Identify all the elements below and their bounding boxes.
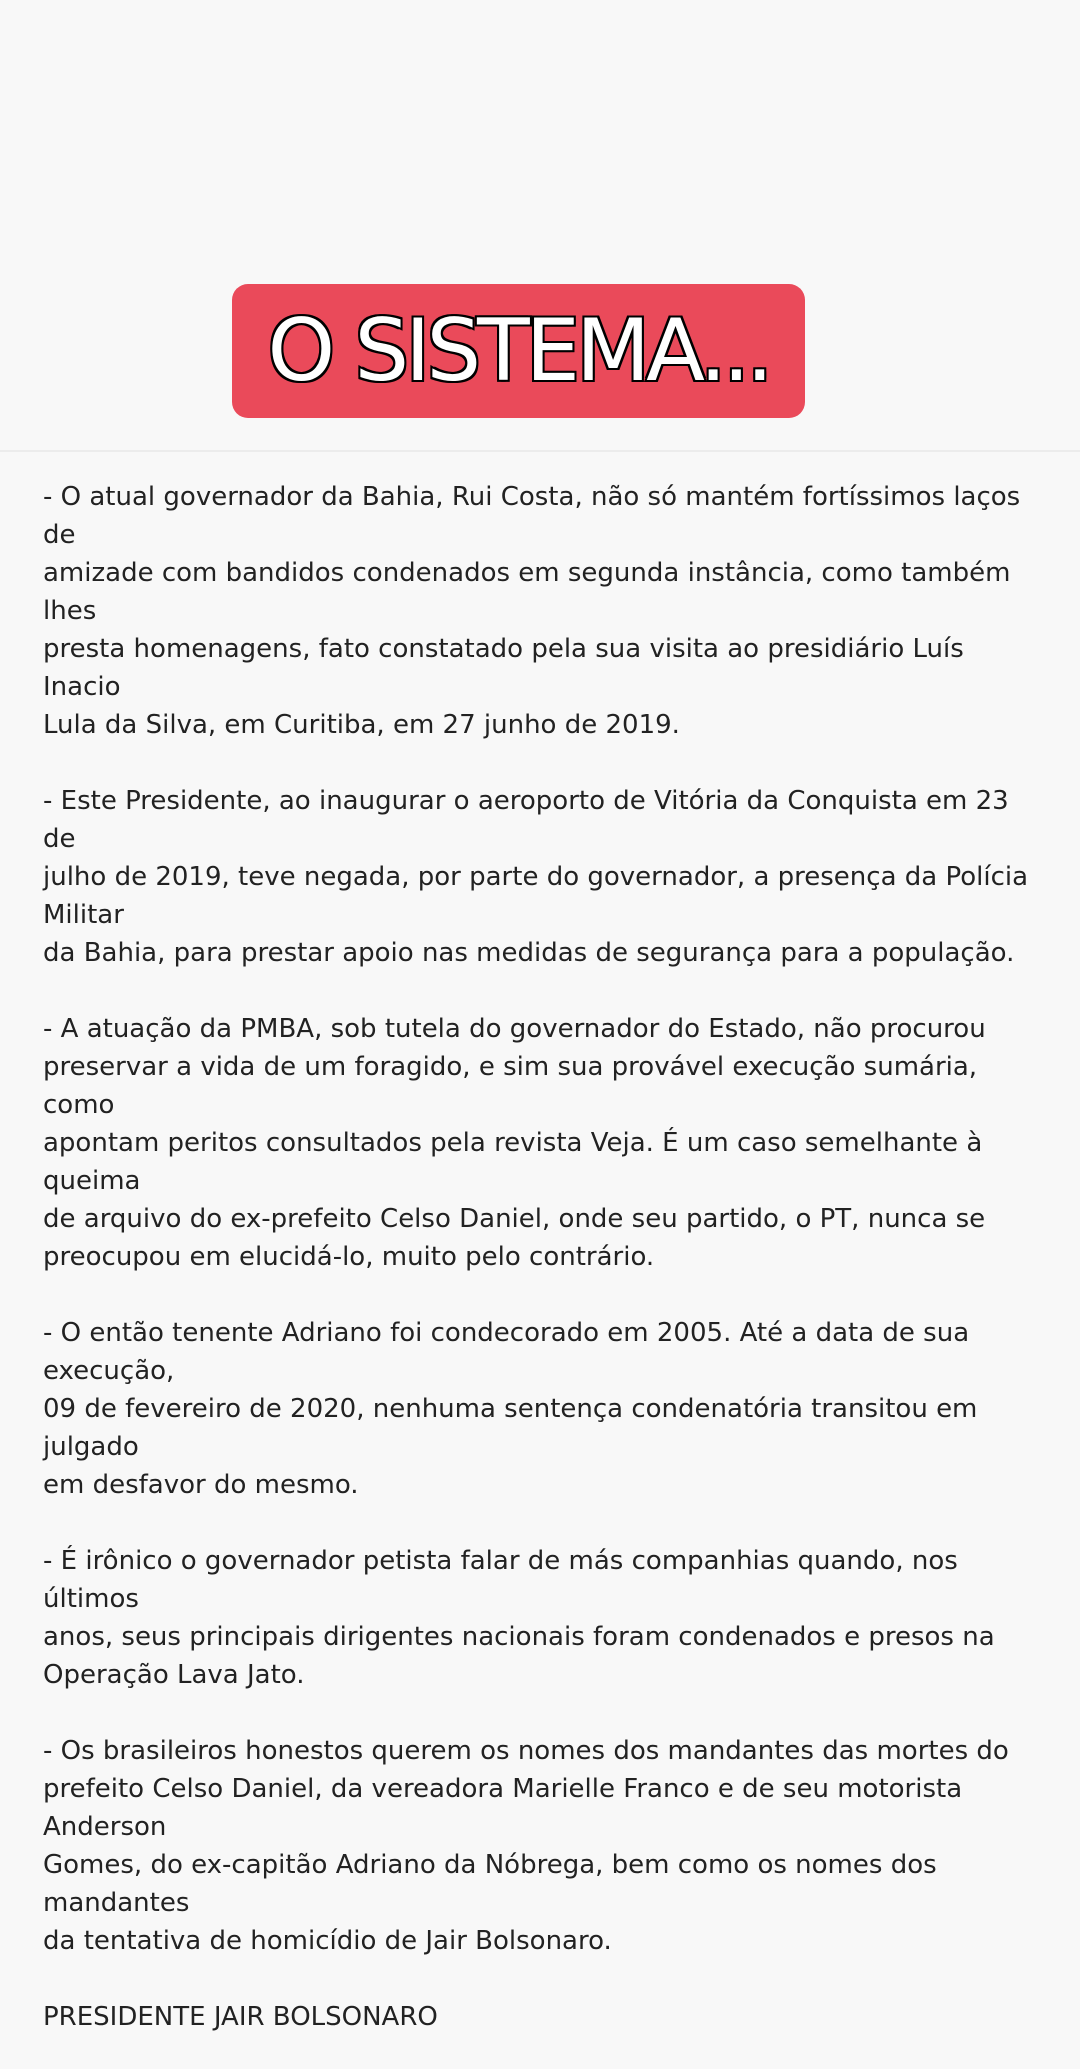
statement-body [43,478,1043,2036]
header-area [0,0,1080,452]
paragraph-5: - É irônico o governador petista falar de más companhias quando, nos últimos anos, seus principais dirigentes nacionais foram condenados e presos na Operação Lava Jato. [43,1546,995,1690]
signature: PRESIDENTE JAIR BOLSONARO [43,2002,438,2032]
title-badge [232,284,805,418]
paragraph-6: - Os brasileiros honestos querem os nomes dos mandantes das mortes do prefeito Celso Daniel, da vereadora Marielle Franco e de seu motorista Anderson Gomes, do ex-capitão Adriano da Nóbrega, bem como os nomes dos mandantes da tentativa de homicídio de Jair Bolsonaro. [43,1736,1009,1956]
title-badge-text: O SISTEMA... [267,301,770,401]
paragraph-1: - O atual governador da Bahia, Rui Costa, não só mantém fortíssimos laços de amizade com bandidos condenados em segunda instância, como também lhes presta homenagens, fato constatado pela sua visita ao presidiário Luís Inacio Lula da Silva, em Curitiba, em 27 junho de 2019. [43,482,1021,740]
paragraph-3: - A atuação da PMBA, sob tutela do governador do Estado, não procurou preservar a vida de um foragido, e sim sua provável execução sumária, como apontam peritos consultados pela revista Veja. É um caso semelhante à queima de arquivo do ex-prefeito Celso Daniel, onde seu partido, o PT, nunca se preocupou em elucidá-lo, muito pelo contrário. [43,1014,986,1272]
paragraph-2: - Este Presidente, ao inaugurar o aeroporto de Vitória da Conquista em 23 de julho de 2019, teve negada, por parte do governador, a presença da Polícia Militar da Bahia, para prestar apoio nas medidas de segurança para a população. [43,786,1029,968]
paragraph-4: - O então tenente Adriano foi condecorado em 2005. Até a data de sua execução, 09 de fevereiro de 2020, nenhuma sentença condenatória transitou em julgado em desfavor do mesmo. [43,1318,978,1500]
